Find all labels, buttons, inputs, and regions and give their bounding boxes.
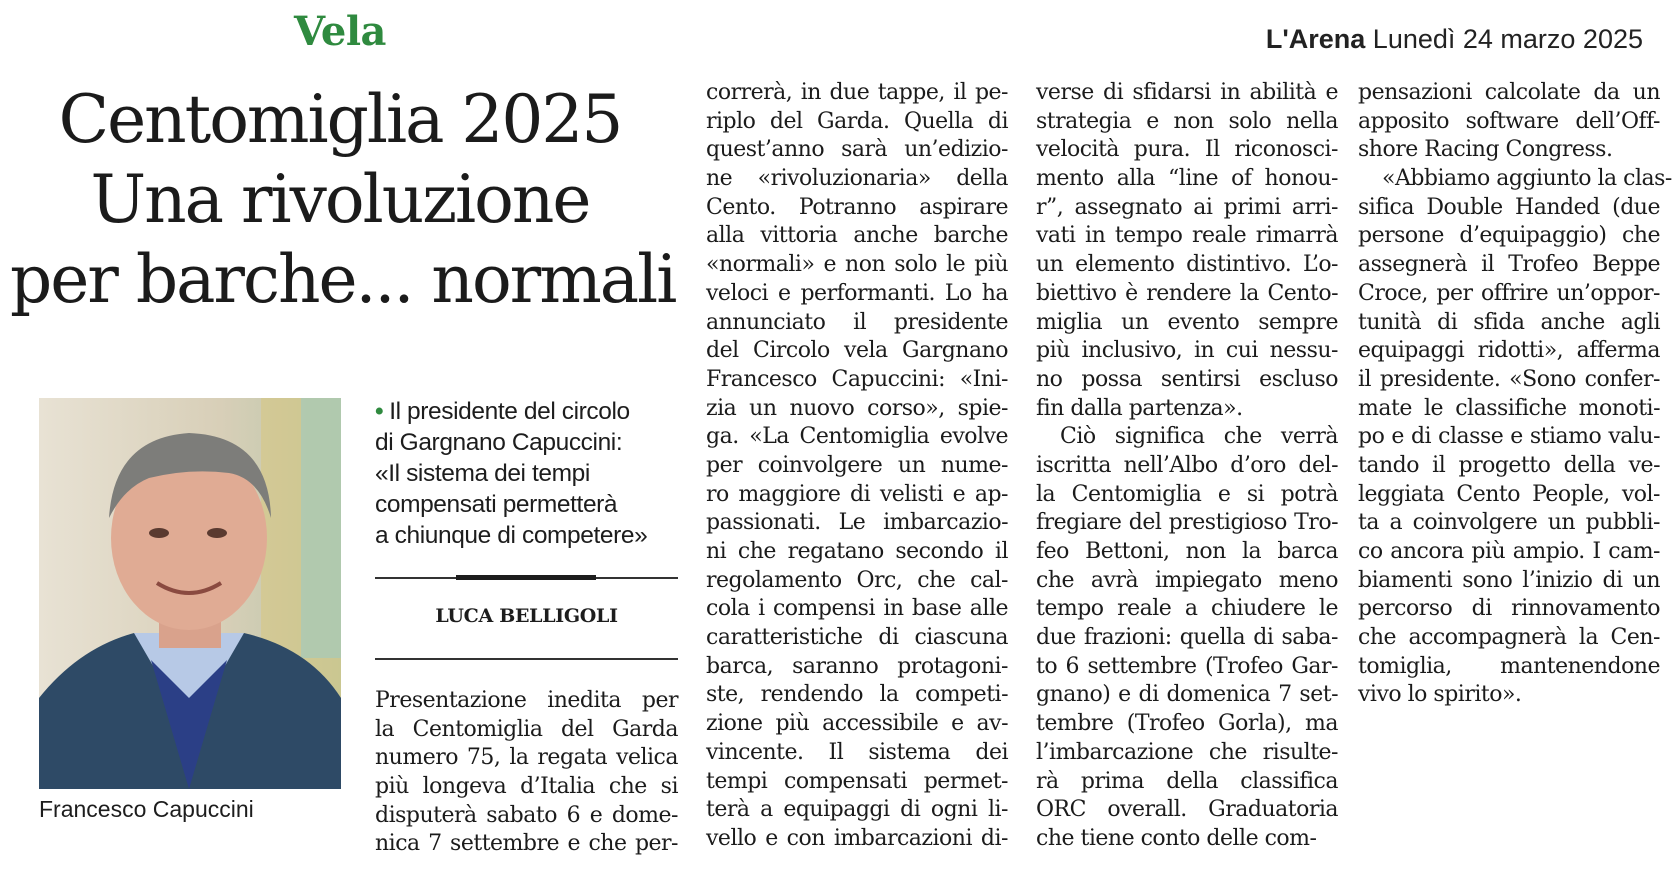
article-line: ta a coinvolgere un pubbli- [1358,510,1660,536]
article-line: cola i compensi in base alle [706,596,1008,622]
article-column-3 [1036,79,1338,854]
summary-line: «Il sistema dei tempi [375,460,590,487]
article-line: pensazioni calcolate da un [1358,80,1660,105]
article-line: fin dalla partenza». [1036,395,1243,421]
article-column-1 [375,687,678,859]
article-line: ni che regatano secondo il [706,539,1008,564]
article-line: biettivo è rendere la Cento- [1036,280,1338,306]
summary-line: compensati permetterà [375,491,618,518]
article-line: Ciò significa che verrà [1060,424,1338,450]
article-line: ORC overall. Graduatoria [1036,797,1338,823]
article-line: Francesco Capuccini: «Ini- [706,366,1008,392]
article-line: biamenti sono l’inizio di un [1358,567,1660,593]
article-line: feo Bettoni, non la barca [1036,539,1338,564]
article-line: vivo lo spirito». [1358,682,1522,708]
divider-accent [456,575,596,580]
article-line: più longeva d’Italia che si [375,774,678,800]
article-line: leggiata Cento People, vol- [1358,481,1660,507]
article-line: co ancora più ampio. I cam- [1358,539,1660,564]
article-line: quest’anno sarà un’edizio- [706,137,1008,163]
headline-line: per barche... normali [10,241,676,318]
article-line: no possa sentirsi escluso [1036,366,1338,392]
article-line: tempo reale a chiudere le [1036,596,1338,622]
photo-caption: Francesco Capuccini [39,796,254,822]
article-line: la Centomiglia e si potrà [1036,481,1338,507]
headline [10,80,676,320]
article-line: verse di sfidarsi in abilità e [1036,80,1338,105]
article-line: strategia e non solo nella [1036,108,1338,134]
article-line: numero 75, la regata velica [375,745,678,771]
article-line: del Circolo vela Gargnano [706,338,1008,364]
article-line: ga. «La Centomiglia evolve [706,424,1008,450]
article-line: rà prima della classifica [1036,768,1338,794]
article-line: fregiare del prestigioso Tro- [1036,510,1338,536]
headline-line: Una rivoluzione [90,161,590,238]
summary-line: Il presidente del circolo [389,398,630,425]
issue-date: Lunedì 24 marzo 2025 [1372,24,1643,54]
article-line: annunciato il presidente [706,309,1008,335]
article-line: ro maggiore di velisti e ap- [706,481,1008,507]
article-line: che avrà impiegato meno [1036,567,1338,593]
headline-line: Centomiglia 2025 [58,81,622,158]
article-line: tembre (Trofeo Gorla), ma [1036,711,1338,737]
article-summary [375,396,680,551]
article-line: nica 7 settembre e che per- [375,831,678,857]
article-line: vati in tempo reale rimarrà [1036,223,1338,249]
article-line: «Abbiamo aggiunto la clas- [1382,166,1672,192]
article-line: l’imbarcazione che risulte- [1036,739,1338,765]
article-line: Croce, per offrire un’oppor- [1358,280,1660,306]
article-line: caratteristiche di ciascuna [706,625,1008,651]
article-line: persone d’equipaggio) che [1358,223,1660,249]
article-line: riplo del Garda. Quella di [706,108,1008,134]
article-line: r”, assegnato ai primi arri- [1036,194,1338,220]
article-line: sifica Double Handed (due [1358,194,1660,220]
article-line: per coinvolgere un nume- [706,452,1008,478]
article-line: velocità pura. Il riconosci- [1036,137,1338,163]
summary-line: di Gargnano Capuccini: [375,429,623,456]
article-line: percorso di rinnovamento [1358,596,1660,622]
article-line: miglia un evento sempre [1036,309,1338,335]
article-line: tunità di sfida anche agli [1358,309,1660,335]
article-line: iscritta nell’Albo d’oro del- [1036,452,1338,478]
article-line: assegnerà il Trofeo Beppe [1358,252,1660,278]
article-line: apposito software dell’Off- [1358,108,1660,134]
article-line: shore Racing Congress. [1358,137,1613,163]
divider [375,658,678,660]
article-line: veloci e performanti. Lo ha [706,280,1008,306]
newspaper-name: L'Arena [1265,24,1366,54]
article-line: zia un nuovo corso», spie- [706,395,1008,421]
summary-bullet: • [375,398,384,425]
section-label: Vela [294,8,386,55]
author-byline: LUCA BELLIGOLI [435,605,618,627]
portrait-illustration [39,398,341,789]
article-line: un elemento distintivo. L’o- [1036,252,1338,278]
article-line: zione più accessibile e av- [706,711,1008,737]
article-line: tomiglia, mantenendone [1358,653,1660,679]
article-line: Cento. Potranno aspirare [706,194,1008,220]
article-line: to 6 settembre (Trofeo Gar- [1036,653,1338,679]
article-line: «normali» e non solo le più [706,252,1008,278]
article-line: regolamento Orc, che cal- [706,567,1008,593]
article-line: disputerà sabato 6 e dome- [375,802,678,828]
article-line: passionati. Le imbarcazio- [706,510,1008,536]
article-line: Presentazione inedita per [375,688,678,713]
article-line: tando il progetto della ve- [1358,452,1660,478]
article-line: che tiene conto delle com- [1036,825,1317,851]
article-line: ste, rendendo la competi- [706,682,1008,708]
summary-line: a chiunque di competere» [375,522,648,549]
article-column-2 [706,79,1008,854]
article-line: che accompagnerà la Cen- [1358,625,1660,651]
article-line: terà a equipaggi di ogni li- [706,797,1008,823]
article-line: po e di classe e stiamo valu- [1358,424,1660,450]
article-line: alla vittoria anche barche [706,223,1008,249]
article-line: ne «rivoluzionaria» della [706,166,1008,192]
article-line: la Centomiglia del Garda [375,716,678,742]
article-line: mate le classifiche monoti- [1358,395,1660,421]
article-line: due frazioni: quella di saba- [1036,625,1338,651]
article-line: mento alla “line of honou- [1036,166,1338,192]
article-line: il presidente. «Sono confer- [1358,366,1660,392]
portrait-photo [39,398,341,789]
article-line: equipaggi ridotti», afferma [1358,338,1660,364]
article-line: vello e con imbarcazioni di- [706,825,1008,851]
masthead [1266,24,1643,55]
article-line: barca, saranno protagoni- [706,653,1008,679]
article-line: tempi compensati permet- [706,768,1008,794]
article-column-4 [1358,79,1672,710]
article-line: più inclusivo, in cui nessu- [1036,338,1338,364]
article-line: vincente. Il sistema dei [706,739,1008,765]
article-line: gnano) e di domenica 7 set- [1036,682,1338,708]
article-line: correrà, in due tappe, il pe- [706,80,1008,105]
